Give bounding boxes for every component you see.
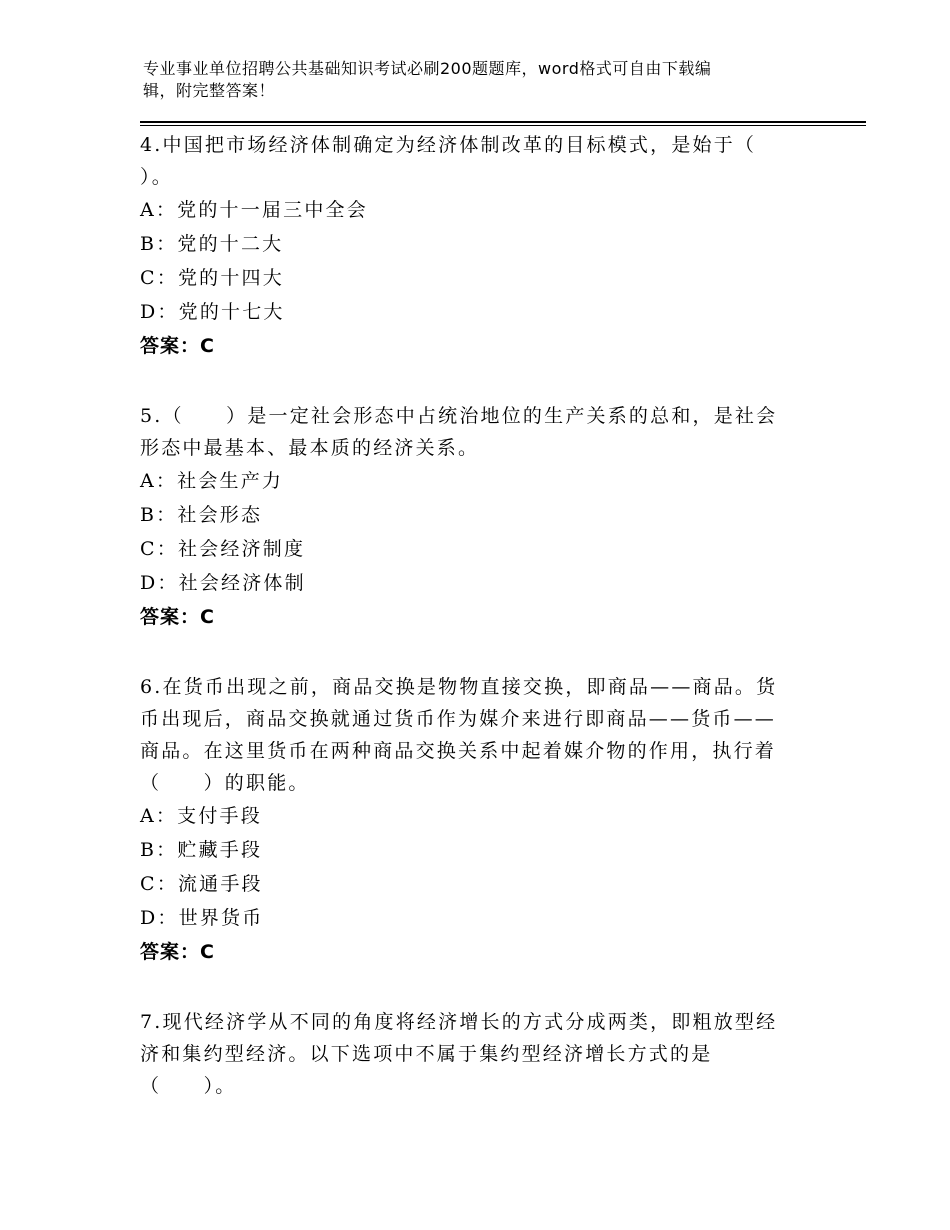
header-line: 专业事业单位招聘公共基础知识考试必刷200题题库，word格式可自由下载编 xyxy=(143,59,712,78)
answer-label: 答案：C xyxy=(140,335,215,357)
question-spacer xyxy=(140,363,810,399)
option-a: A：支付手段 xyxy=(140,805,262,827)
question-spacer xyxy=(140,634,810,670)
option-d: D：世界货币 xyxy=(140,907,264,929)
question-stem xyxy=(140,399,810,464)
option-b: B：贮藏手段 xyxy=(140,839,263,861)
answer-label: 答案：C xyxy=(140,606,215,628)
question-4 xyxy=(140,128,810,363)
question-stem-line: （ ）。 xyxy=(140,1075,237,1097)
option-d: D：社会经济体制 xyxy=(140,572,306,594)
question-stem-line: 7.现代经济学从不同的角度将经济增长的方式分成两类，即粗放型经 xyxy=(140,1011,778,1033)
question-stem xyxy=(140,1005,810,1102)
question-stem xyxy=(140,670,810,799)
option-b: B：党的十二大 xyxy=(140,233,284,255)
question-5 xyxy=(140,399,810,634)
option-a: A：党的十一届三中全会 xyxy=(140,199,368,221)
option-b: B：社会形态 xyxy=(140,504,263,526)
question-stem-line: 币出现后，商品交换就通过货币作为媒介来进行即商品——货币—— xyxy=(140,708,777,730)
question-list xyxy=(140,128,810,1102)
answer-label: 答案：C xyxy=(140,941,215,963)
question-stem-line: 4.中国把市场经济体制确定为经济体制改革的目标模式，是始于（ xyxy=(140,134,757,156)
option-c: C：流通手段 xyxy=(140,873,263,895)
question-stem-line: 商品。在这里货币在两种商品交换关系中起着媒介物的作用，执行着 xyxy=(140,740,777,762)
question-spacer xyxy=(140,969,810,1005)
question-stem-line: 6.在货币出现之前，商品交换是物物直接交换，即商品——商品。货 xyxy=(140,676,778,698)
option-c: C：党的十四大 xyxy=(140,267,284,289)
question-stem-line: 5.（ ）是一定社会形态中占统治地位的生产关系的总和，是社会 xyxy=(140,405,778,427)
header-line: 辑，附完整答案！ xyxy=(143,81,276,100)
question-stem xyxy=(140,128,810,193)
header-divider-thin xyxy=(140,125,866,126)
option-a: A：社会生产力 xyxy=(140,470,284,492)
question-stem-line: 形态中最基本、最本质的经济关系。 xyxy=(140,437,480,459)
question-7 xyxy=(140,1005,810,1102)
question-stem-line: （ ）的职能。 xyxy=(140,772,310,794)
question-6 xyxy=(140,670,810,969)
option-d: D：党的十七大 xyxy=(140,301,285,323)
question-stem-line: 济和集约型经济。以下选项中不属于集约型经济增长方式的是 xyxy=(140,1043,713,1065)
question-stem-line: ）。 xyxy=(140,166,173,188)
option-c: C：社会经济制度 xyxy=(140,538,306,560)
header-divider xyxy=(140,121,866,123)
document-header xyxy=(143,58,823,102)
